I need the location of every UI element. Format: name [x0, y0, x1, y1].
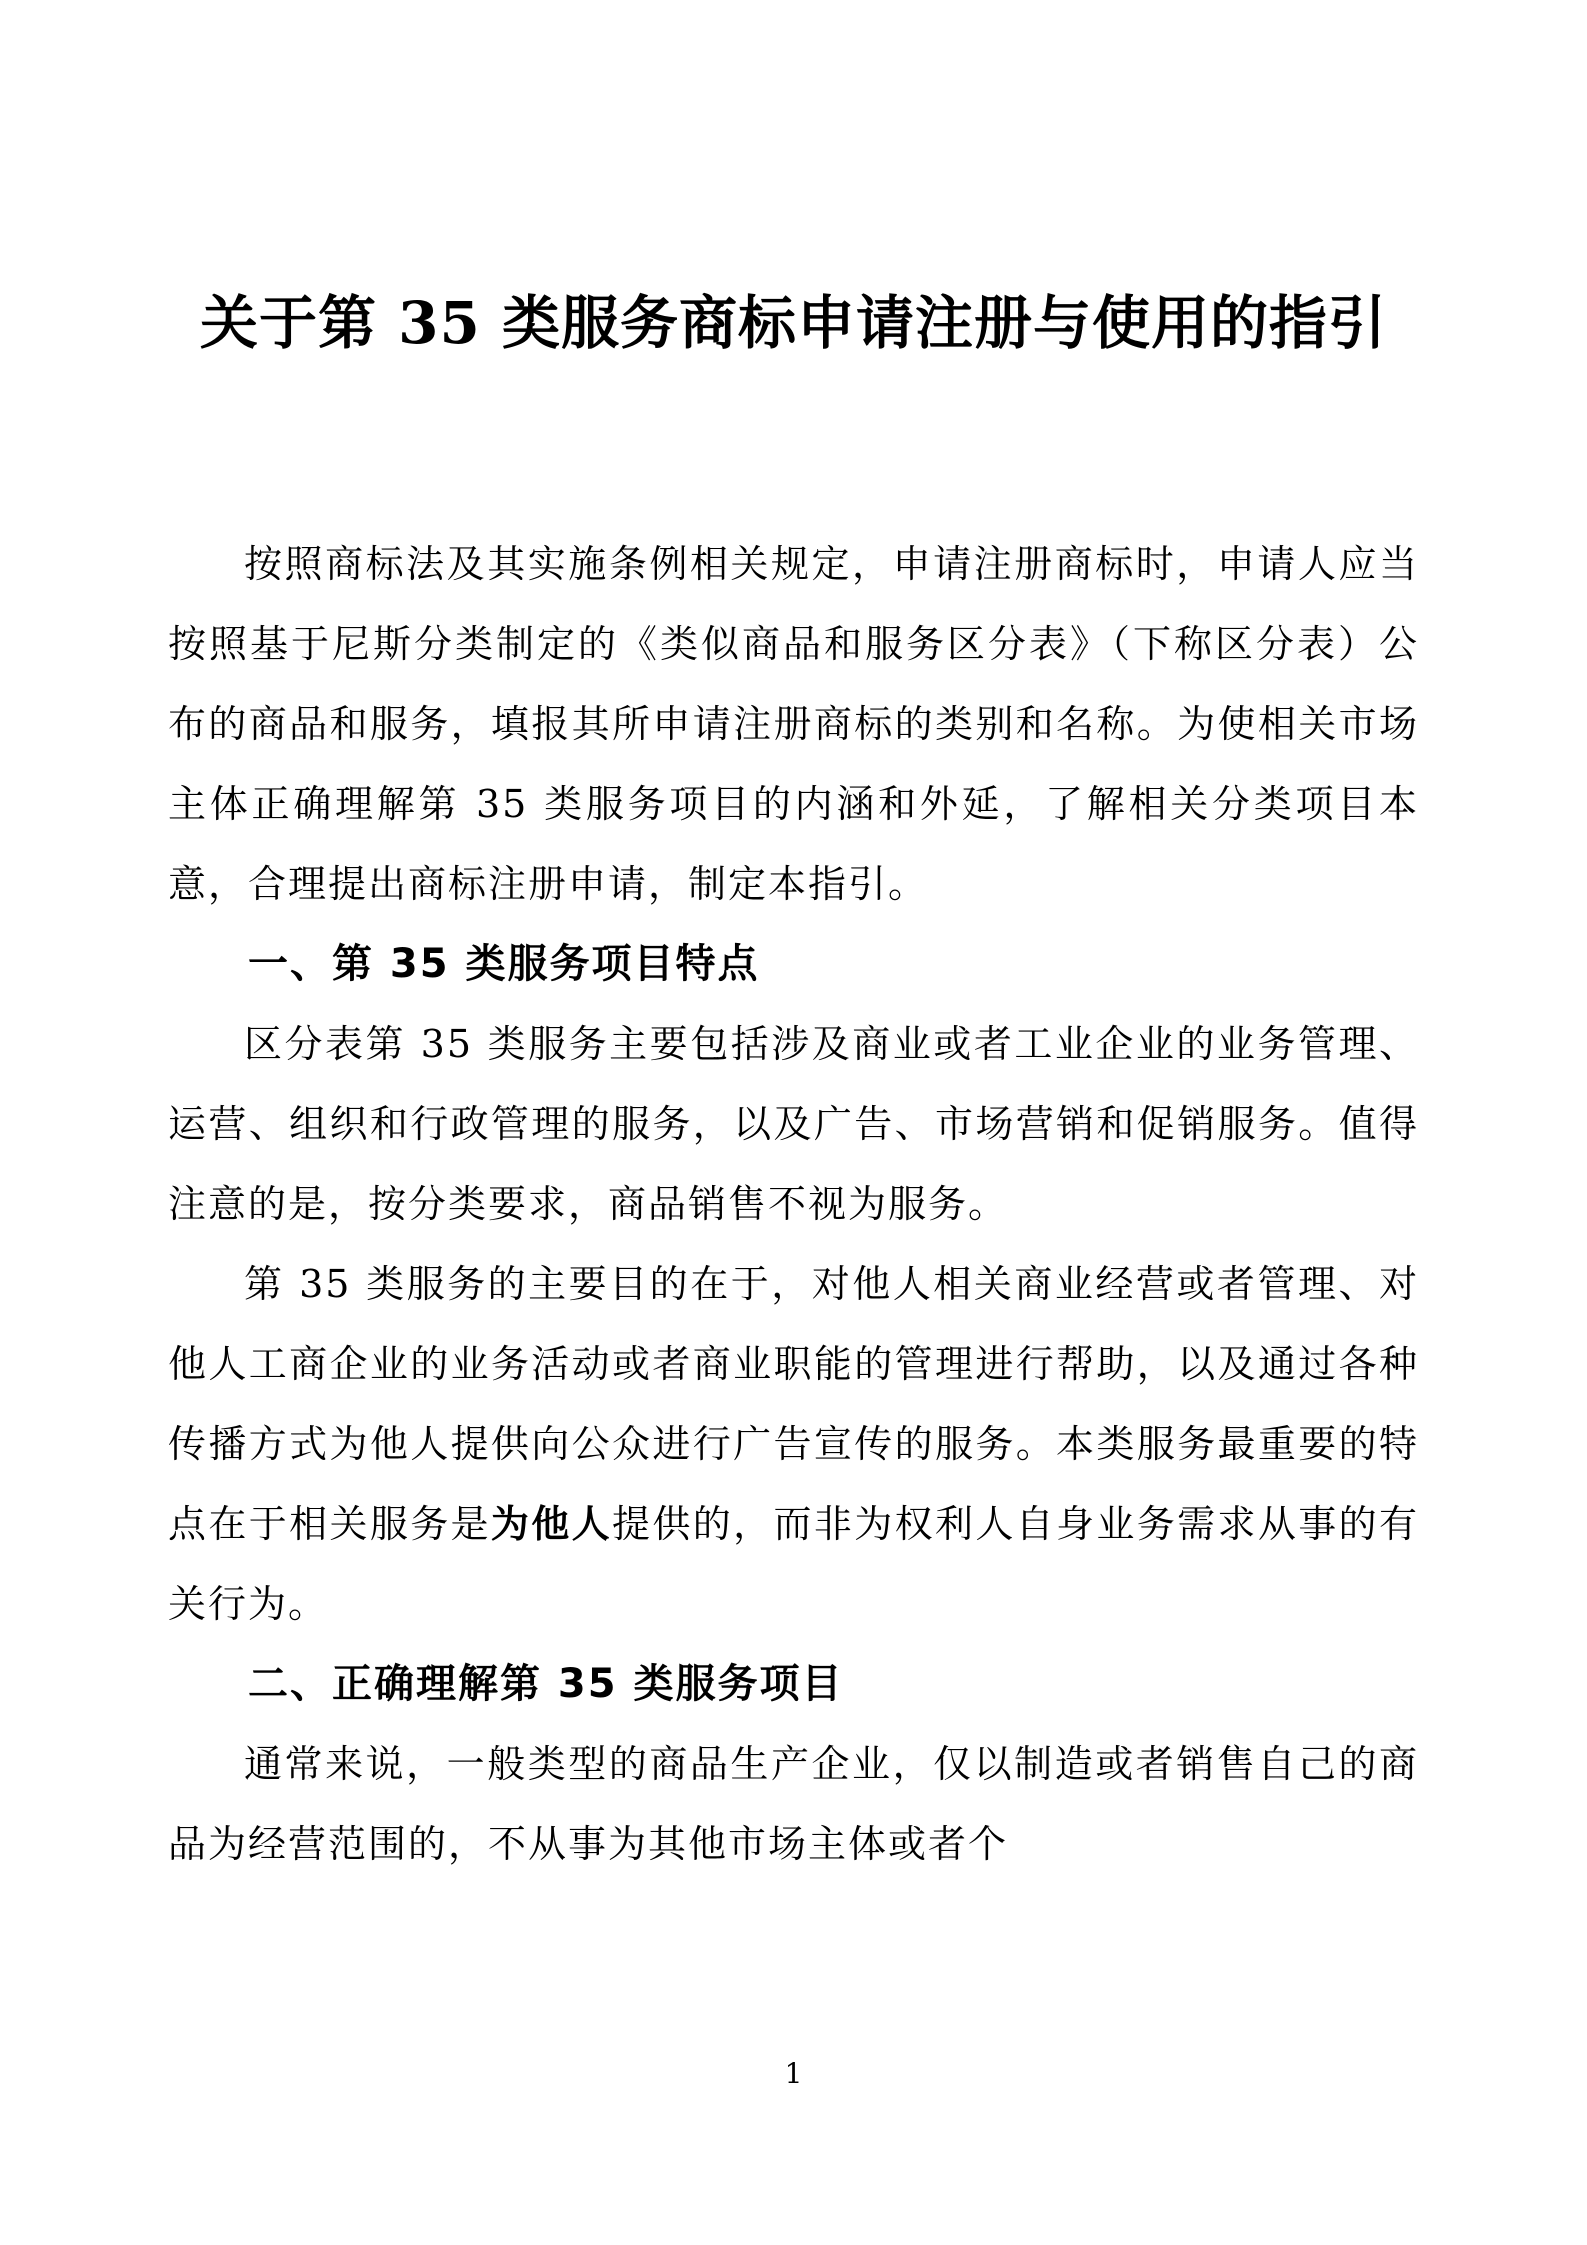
- document-body: [168, 524, 1419, 1884]
- paragraph-intro: 按照商标法及其实施条例相关规定，申请注册商标时，申请人应当按照基于尼斯分类制定的《类似商品和服务区分表》（下称区分表）公布的商品和服务，填报其所申请注册商标的类别和名称。为使相关市场主体正确理解第 35 类服务项目的内涵和外延，了解相关分类项目本意，合理提出商标注册申请，制定本指引。: [168, 542, 1419, 906]
- paragraph-section1-features: 区分表第 35 类服务主要包括涉及商业或者工业企业的业务管理、运营、组织和行政管理的服务，以及广告、市场营销和促销服务。值得注意的是，按分类要求，商品销售不视为服务。: [168, 1022, 1419, 1226]
- paragraph-section1-purpose: [168, 1244, 1419, 1644]
- section-heading-2: 二、正确理解第 35 类服务项目: [248, 1661, 844, 1707]
- paragraph-text-run: 提供的，而非为权利人自身业务需求从事的有关行为。: [168, 1502, 1419, 1626]
- section-heading-1: 一、第 35 类服务项目特点: [248, 941, 760, 987]
- page-number: 1: [784, 2057, 803, 2090]
- emphasized-text-run: 为他人: [490, 1501, 613, 1546]
- paragraph-text-run: 第 35 类服务的主要目的在于，对他人相关商业经营或者管理、对他人工商企业的业务活动或者商业职能的管理进行帮助，以及通过各种传播方式为他人提供向公众进行广告宣传的服务。本类服务最重要的特点在于相关服务是: [168, 1262, 1419, 1546]
- paragraph-section2-intro: 通常来说，一般类型的商品生产企业，仅以制造或者销售自己的商品为经营范围的，不从事为其他市场主体或者个: [168, 1742, 1419, 1866]
- document-title: 关于第 35 类服务商标申请注册与使用的指引: [199, 289, 1388, 357]
